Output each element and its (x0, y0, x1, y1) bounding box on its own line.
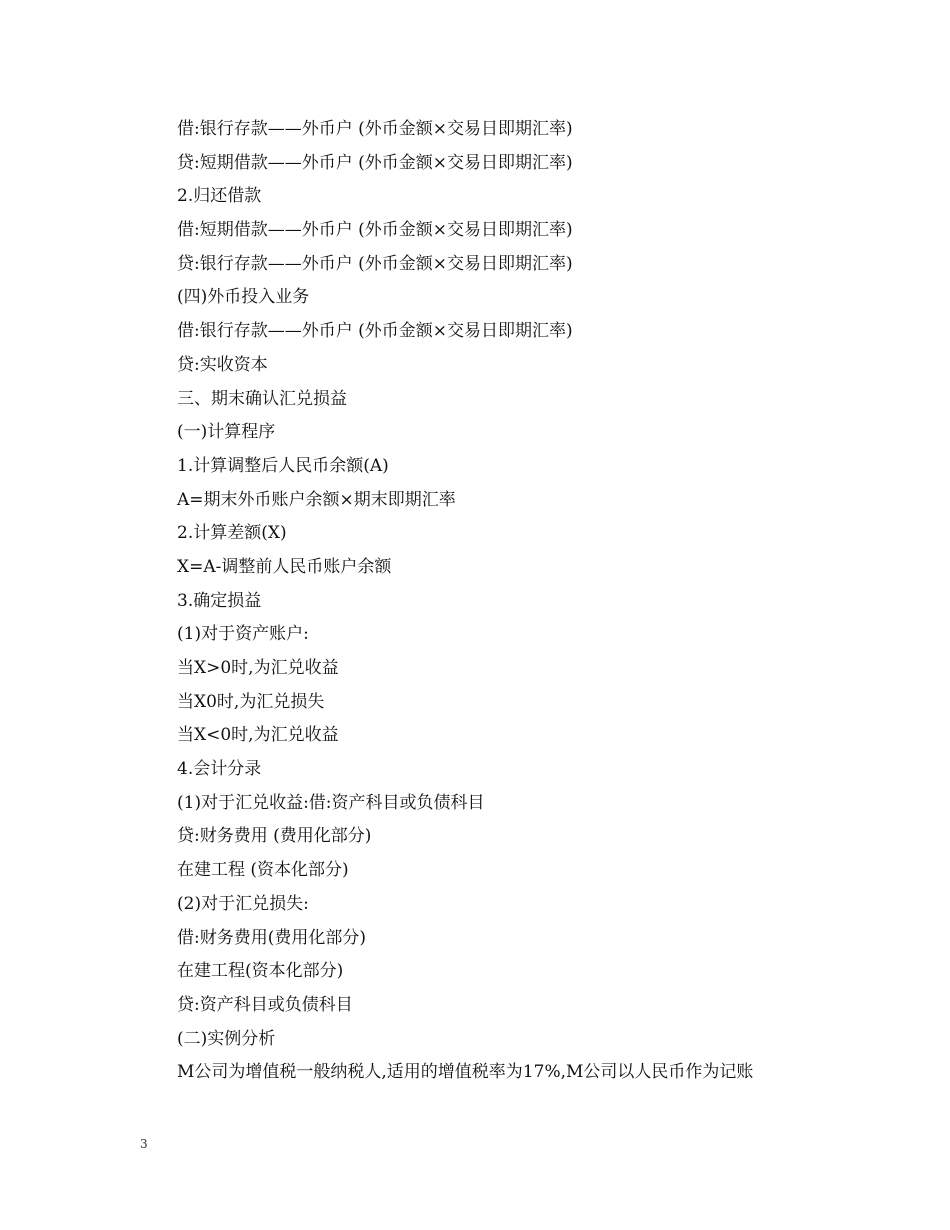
text-line: 当X>0时,为汇兑收益 (177, 658, 339, 678)
section-heading: (一)计算程序 (177, 422, 276, 443)
text-line: 借:银行存款——外币户 (外币金额×交易日即期汇率) (177, 321, 573, 342)
text-line: 借:财务费用(费用化部分) (177, 927, 366, 948)
formula-line: X=A-调整前人民币账户余额 (177, 556, 392, 577)
text-line: 借:银行存款——外币户 (外币金额×交易日即期汇率) (177, 119, 573, 139)
text-line: 贷:财务费用 (费用化部分) (177, 826, 372, 847)
text-line: 2.归还借款 (177, 186, 262, 207)
text-line: 贷:银行存款——外币户 (外币金额×交易日即期汇率) (177, 253, 573, 274)
text-line: 3.确定损益 (177, 590, 262, 611)
text-line: (1)对于汇兑收益:借:资产科目或负债科目 (177, 792, 485, 813)
text-line: 在建工程(资本化部分) (177, 961, 344, 982)
text-line: 当X0时,为汇兑损失 (177, 691, 325, 712)
text-line: 贷:实收资本 (177, 354, 268, 375)
page-number: 3 (140, 1137, 148, 1151)
section-heading: (四)外币投入业务 (177, 287, 310, 308)
text-line: M公司为增值税一般纳税人,适用的增值税率为17%,M公司以人民币作为记账 (177, 1062, 754, 1083)
text-line: 贷:资产科目或负债科目 (177, 994, 353, 1015)
section-heading: 三、期末确认汇兑损益 (177, 388, 347, 409)
text-line: 在建工程 (资本化部分) (177, 860, 349, 881)
text-line: (2)对于汇兑损失: (177, 893, 309, 914)
text-line: 当X<0时,为汇兑收益 (177, 725, 339, 746)
text-line: 借:短期借款——外币户 (外币金额×交易日即期汇率) (177, 220, 573, 241)
text-line: 2.计算差额(X) (177, 523, 287, 544)
text-line: 贷:短期借款——外币户 (外币金额×交易日即期汇率) (177, 152, 573, 173)
text-line: 4.会计分录 (177, 759, 262, 780)
formula-line: A=期末外币账户余额×期末即期汇率 (177, 489, 456, 510)
document-body (177, 113, 877, 1090)
section-heading: (二)实例分析 (177, 1028, 276, 1049)
text-line: 1.计算调整后人民币余额(A) (177, 455, 389, 476)
text-line: (1)对于资产账户: (177, 624, 309, 645)
